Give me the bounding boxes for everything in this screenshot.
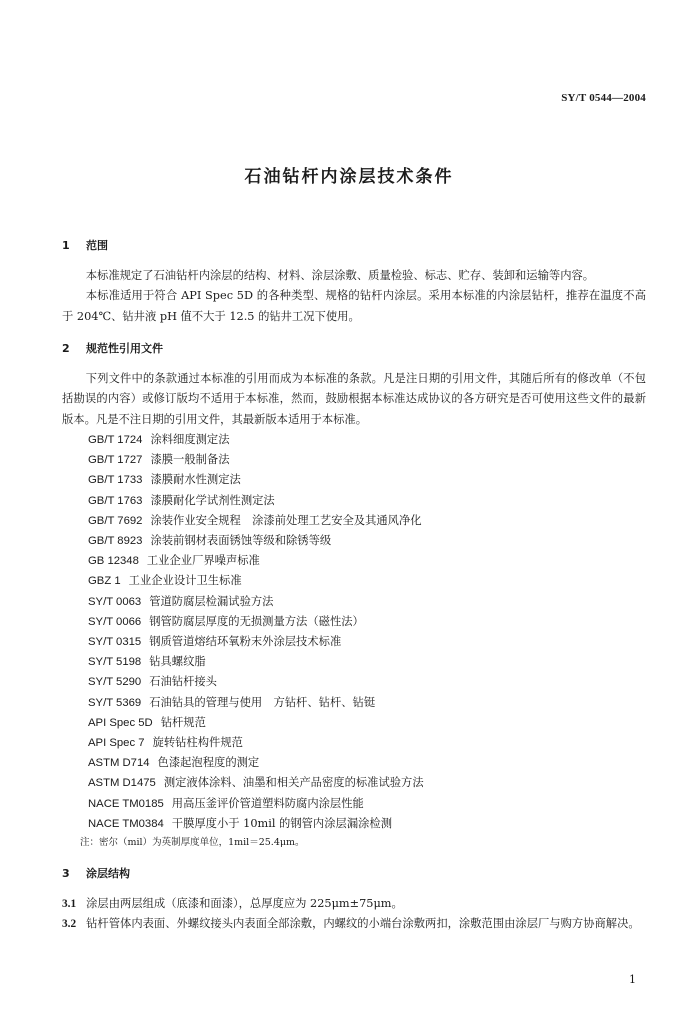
reference-item [88, 592, 646, 612]
document-title: 石油钻杆内涂层技术条件 [244, 167, 454, 187]
reference-item [88, 470, 646, 490]
reference-item [88, 551, 646, 571]
clause-number: 3.1 [62, 897, 77, 910]
reference-title: 钢质管道熔结环氧粉末外涂层技术标准 [149, 635, 342, 649]
reference-item [88, 652, 646, 672]
reference-item [88, 672, 646, 692]
reference-item [88, 491, 646, 511]
reference-code: API Spec 5D [88, 716, 153, 729]
reference-title: 涂装前钢材表面锈蚀等级和除锈等级 [150, 534, 332, 548]
section-number: 3 [62, 867, 70, 881]
reference-item [88, 693, 646, 713]
reference-code: ASTM D1475 [88, 777, 156, 790]
section-2-note: 注：密尔（mil）为英制厚度单位，1mil＝25.4μm。 [80, 837, 305, 849]
reference-code: GB/T 1733 [88, 474, 143, 487]
reference-item [88, 430, 646, 450]
reference-item [88, 511, 646, 531]
reference-title: 涂装作业安全规程 涂漆前处理工艺安全及其通风净化 [150, 513, 422, 527]
section-2-intro: 下列文件中的条款通过本标准的引用而成为本标准的条款。凡是注日期的引用文件，其随后所有的修改单（不包括勘误的内容）或修订版均不适用于本标准，然而，鼓励根据本标准达成协议的各方研究是否可使用这些文件的最新版本。凡是不注日期的引用文件，其最新版本适用于本标准。 [62, 371, 646, 426]
reference-item [88, 753, 646, 773]
reference-code: SY/T 5198 [88, 656, 142, 669]
reference-code: GB/T 7692 [88, 514, 143, 527]
section-number: 1 [62, 239, 70, 252]
page-number: 1 [629, 973, 636, 986]
reference-item [88, 713, 646, 733]
reference-item [88, 814, 646, 834]
reference-item [88, 632, 646, 652]
reference-code: SY/T 0066 [88, 615, 142, 628]
section-2-heading [62, 339, 646, 360]
reference-title: 石油钻杆接头 [149, 675, 217, 689]
section-number: 2 [62, 342, 70, 355]
reference-code: SY/T 5290 [88, 676, 142, 689]
reference-title: 工业企业厂界噪声标准 [146, 554, 260, 568]
reference-title: 漆膜耐水性测定法 [150, 473, 241, 487]
reference-title: 管道防腐层检漏试验方法 [149, 594, 274, 608]
section-title: 规范性引用文件 [86, 342, 163, 355]
clause-3-1 [62, 894, 646, 915]
reference-code: API Spec 7 [88, 737, 145, 750]
reference-code: SY/T 5369 [88, 696, 142, 709]
reference-title: 用高压釜评价管道塑料防腐内涂层性能 [171, 796, 364, 810]
section-1-paragraph: 本标准适用于符合 API Spec 5D 的各种类型、规格的钻杆内涂层。采用本标准的内涂层钻杆，推荐在温度不高于 204℃、钻井液 pH 值不大于 12.5 的钻井工况下使用。 [62, 289, 646, 323]
reference-title: 钢管防腐层厚度的无损测量方法（磁性法） [149, 614, 364, 628]
reference-list [62, 430, 646, 834]
reference-title: 干膜厚度小于 10mil 的钢管内涂层漏涂检测 [171, 816, 393, 830]
reference-title: 钻具螺纹脂 [149, 655, 206, 669]
section-3-heading [62, 864, 646, 885]
clause-number: 3.2 [62, 918, 77, 931]
reference-item [88, 794, 646, 814]
reference-item [88, 450, 646, 470]
section-title: 涂层结构 [86, 867, 130, 881]
reference-title: 涂料细度测定法 [150, 433, 230, 446]
reference-code: SY/T 0315 [88, 636, 142, 649]
document-body [62, 236, 646, 935]
reference-item [88, 612, 646, 632]
reference-item [88, 733, 646, 753]
section-1-heading [62, 236, 646, 257]
reference-item [88, 773, 646, 793]
reference-title: 色漆起泡程度的测定 [157, 756, 260, 770]
reference-code: GB/T 8923 [88, 535, 143, 548]
reference-code: ASTM D714 [88, 757, 150, 770]
reference-title: 工业企业设计卫生标准 [128, 574, 242, 588]
reference-code: GB/T 1727 [88, 454, 143, 467]
reference-title: 漆膜耐化学试剂性测定法 [150, 493, 275, 507]
reference-title: 旋转钻柱构件规范 [152, 736, 243, 750]
reference-code: SY/T 0063 [88, 595, 142, 608]
standard-code: SY/T 0544—2004 [561, 92, 646, 104]
reference-code: GB/T 1724 [88, 434, 143, 446]
clause-text: 涂层由两层组成（底漆和面漆），总厚度应为 225μm±75μm。 [86, 896, 403, 910]
clause-3-2 [62, 914, 646, 935]
section-1-paragraph: 本标准规定了石油钻杆内涂层的结构、材料、涂层涂敷、质量检验、标志、贮存、装卸和运输等内容。 [85, 268, 595, 282]
reference-title: 漆膜一般制备法 [150, 453, 230, 467]
reference-item [88, 571, 646, 591]
section-title: 范围 [86, 239, 108, 252]
reference-title: 石油钻具的管理与使用 方钻杆、钻杆、钻铤 [149, 695, 376, 709]
reference-code: GB 12348 [88, 555, 139, 568]
reference-code: GBZ 1 [88, 575, 121, 588]
reference-code: NACE TM0384 [88, 817, 164, 830]
reference-title: 测定液体涂料、油墨和相关产品密度的标准试验方法 [163, 776, 424, 790]
reference-code: GB/T 1763 [88, 494, 143, 507]
clause-text: 钻杆管体内表面、外螺纹接头内表面全部涂敷，内螺纹的小端台涂敷两扣，涂敷范围由涂层厂与购方协商解决。 [86, 917, 640, 931]
reference-code: NACE TM0185 [88, 797, 164, 810]
reference-item [88, 531, 646, 551]
reference-title: 钻杆规范 [160, 715, 206, 729]
